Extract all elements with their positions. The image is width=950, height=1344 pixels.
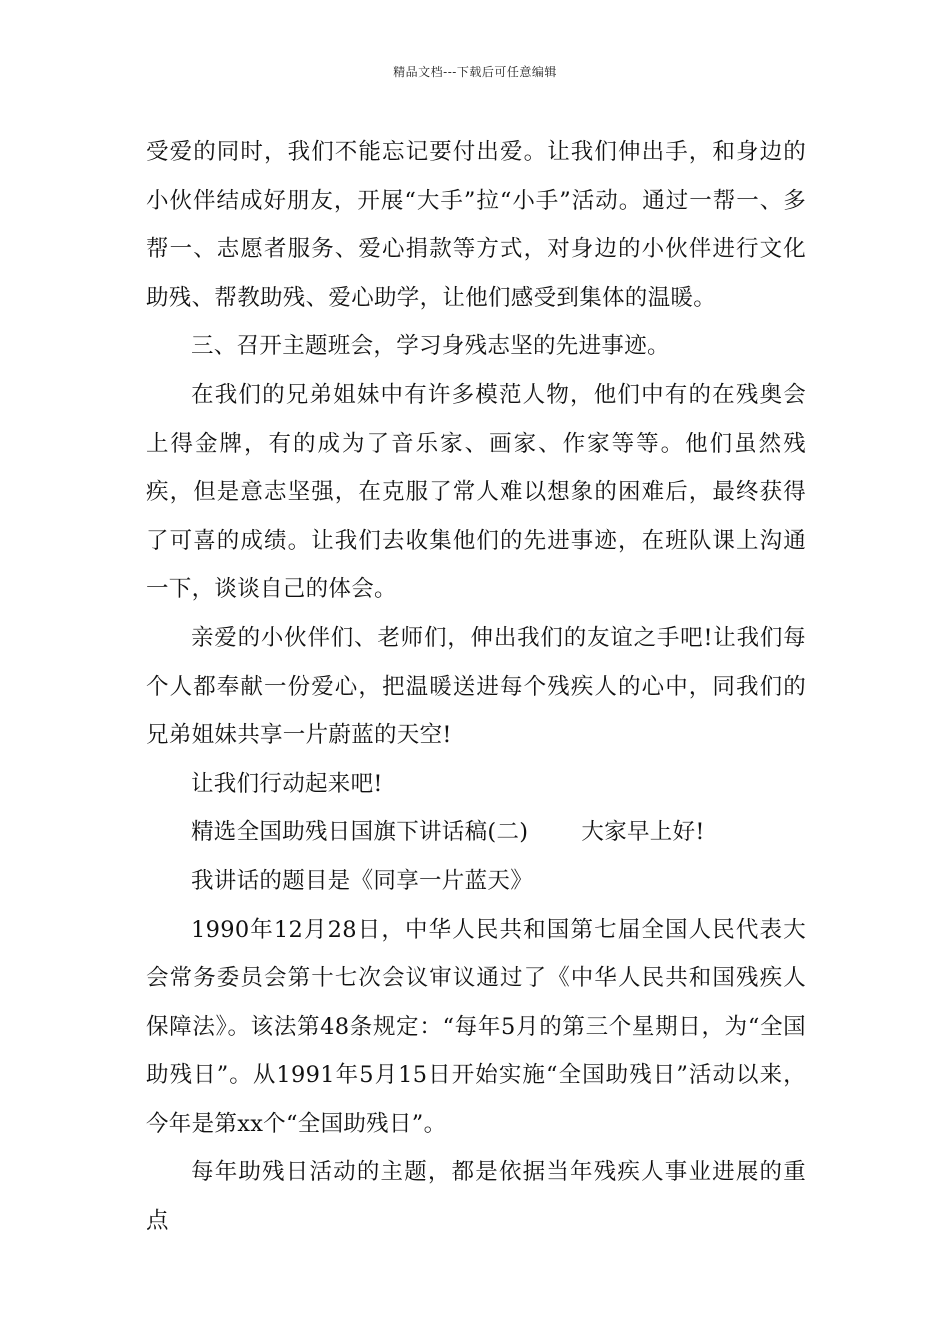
paragraph-4: 亲爱的小伙伴们、老师们，伸出我们的友谊之手吧!让我们每个人都奉献一份爱心，把温暖送进每个残疾人的心中，同我们的兄弟姐妹共享一片蔚蓝的天空! — [146, 624, 806, 749]
paragraph-topic: 我讲话的题目是《同享一片蓝天》 — [191, 867, 534, 894]
paragraph-section-heading: 三、召开主题班会，学习身残志坚的先进事迹。 — [191, 333, 670, 360]
paragraph-3: 在我们的兄弟姐妹中有许多模范人物，他们中有的在残奥会上得金牌，有的成为了音乐家、画家、作家等等。他们虽然残疾，但是意志坚强，在克服了常人难以想象的困难后，最终获得了可喜的成绩。让我们去收集他们的先进事迹，在班队课上沟通一下，谈谈自己的体会。 — [146, 381, 806, 603]
paragraph-9: 每年助残日活动的主题，都是依据当年残疾人事业进展的重点 — [146, 1159, 806, 1235]
paragraph-8: 1990年12月28日，中华人民共和国第七届全国人民代表大会常务委员会第十七次会议审议通过了《中华人民共和国残疾人保障法》。该法第48条规定：“每年5月的第三个星期日，为“全国助残日”。从1991年5月15日开始实施“全国助残日”活动以来，今年是第xx个“全国助残日”。 — [146, 916, 806, 1137]
paragraph-5: 让我们行动起来吧! — [191, 770, 383, 797]
paragraph-speech-title: 精选全国助残日国旗下讲话稿(二) 大家早上好! — [191, 819, 705, 846]
paragraph-1: 受爱的同时，我们不能忘记要付出爱。让我们伸出手，和身边的小伙伴结成好朋友，开展“大手”拉“小手”活动。通过一帮一、多帮一、志愿者服务、爱心捐款等方式，对身边的小伙伴进行文化助残、帮教助残、爱心助学，让他们感受到集体的温暖。 — [146, 139, 806, 311]
page-header: 精品文档---下载后可任意编辑 — [393, 65, 557, 79]
document-body — [146, 128, 806, 1246]
